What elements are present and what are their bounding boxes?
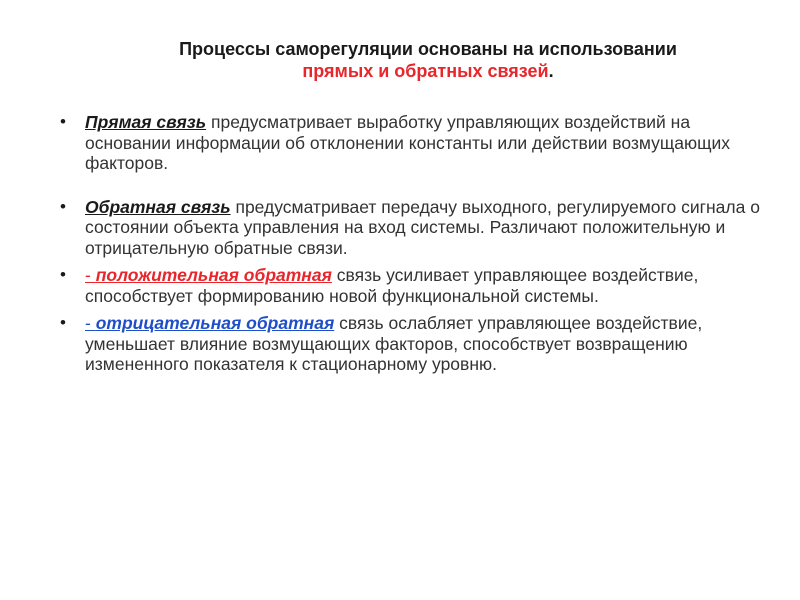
bullet-dot: • xyxy=(60,313,66,332)
bullet-dot: • xyxy=(60,196,66,216)
bullet-dot: • xyxy=(60,112,66,131)
term-direct-link: Прямая связь xyxy=(85,112,207,132)
bullet-positive-feedback xyxy=(60,265,760,306)
title-line-2 xyxy=(118,60,738,82)
bullet-direct-link xyxy=(60,112,760,174)
bullet-text: предусматривает выработку управляющих воздействий на основании информации об отклонении константы или действии возмущающих факторов. xyxy=(85,112,731,173)
bullet-dot: • xyxy=(60,265,66,284)
bullet-prefix: - xyxy=(85,313,96,333)
title-end: . xyxy=(548,61,554,81)
bullet-negative-feedback xyxy=(60,313,760,375)
term-positive-feedback: положительная обратная xyxy=(95,265,332,285)
term-negative-feedback: отрицательная обратная xyxy=(95,313,335,333)
bullet-list xyxy=(60,112,760,375)
term-feedback: Обратная связь xyxy=(85,196,231,217)
bullet-feedback xyxy=(60,197,760,259)
slide-title xyxy=(118,38,738,82)
bullet-text: связь усиливает управляющее воздействие, способствует формированию новой функциональной системы. xyxy=(85,265,699,306)
title-line-1: Процессы саморегуляции основаны на использовании xyxy=(179,39,677,59)
title-accent: прямых и обратных связей xyxy=(302,61,549,81)
bullet-text: связь ослабляет управляющее воздействие, уменьшает влияние возмущающих факторов, способствует возвращению измененного показателя к стационарному уровню. xyxy=(85,313,703,374)
bullet-text: предусматривает передачу выходного, регулируемого сигнала о состоянии объекта управления на вход системы. Различают положительную и отрицательную обратные связи. xyxy=(85,196,760,258)
bullet-prefix: - xyxy=(85,265,96,285)
